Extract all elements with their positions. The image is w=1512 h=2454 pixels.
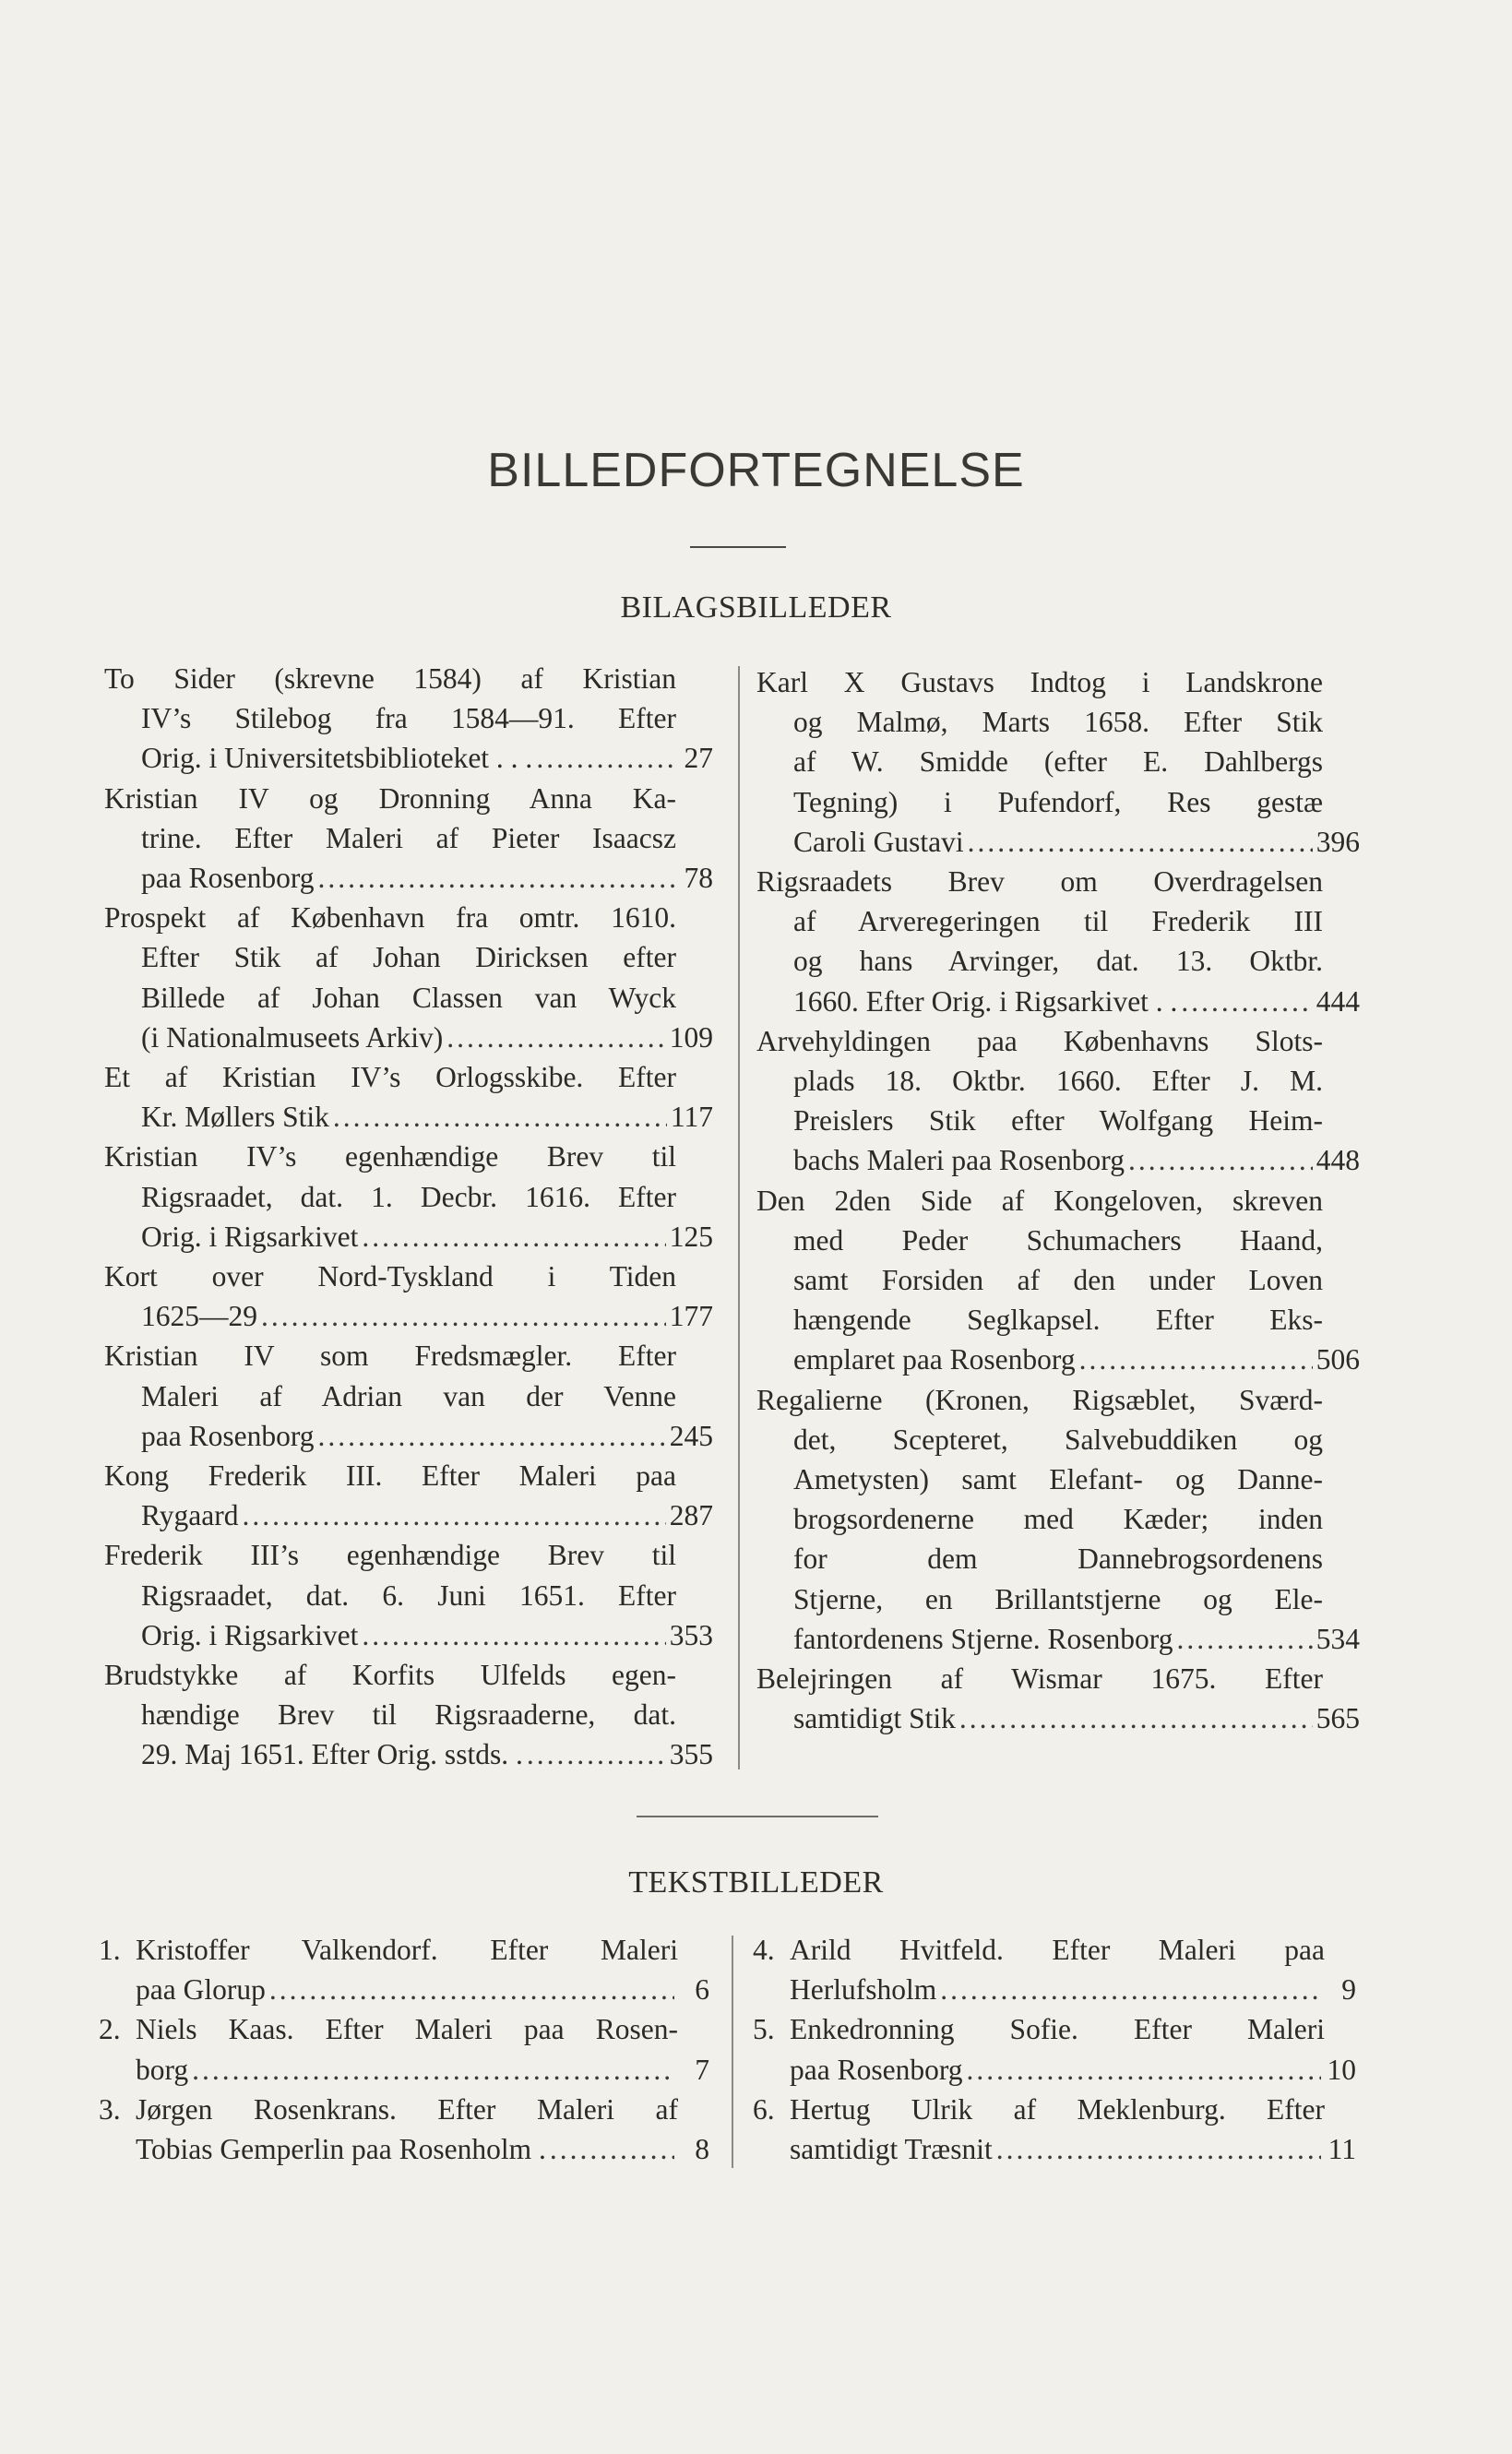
entry-line [756, 862, 1323, 901]
entry-line [104, 1057, 676, 1097]
entry-text: emplaret paa Rosenborg [793, 1343, 1076, 1376]
dot-leader [446, 1018, 666, 1057]
column-divider [732, 1936, 733, 2168]
page-number: 355 [669, 1738, 713, 1771]
entry-text: Regalierne (Kronen, Rigsæblet, Sværd- [756, 1383, 1323, 1416]
entry-line [756, 941, 1323, 981]
index-entry [104, 1336, 713, 1456]
entry-text: og hans Arvinger, dat. 13. Oktbr. [793, 945, 1323, 978]
entry-text: Rigsraadet, dat. 1. Decbr. 1616. Efter [141, 1180, 676, 1213]
entry-line [756, 1459, 1323, 1499]
entry-number: 1. [99, 1934, 121, 1966]
entry-text: hængende Seglkapsel. Efter Eks- [793, 1304, 1323, 1337]
dot-leader [1176, 1619, 1312, 1659]
entry-text: Kort over Nord-Tyskland i Tiden [104, 1260, 676, 1293]
entry-text: hændige Brev til Rigsraaderne, dat. [141, 1698, 676, 1732]
entry-line [756, 1380, 1323, 1420]
entry-line [104, 1296, 713, 1336]
entry-number: 4. [753, 1934, 775, 1966]
entry-text: Kr. Møllers Stik [141, 1101, 329, 1134]
page-number: 177 [669, 1300, 713, 1333]
entry-text: Herlufsholm [790, 1973, 937, 2007]
dot-leader [333, 1097, 667, 1137]
dot-leader [550, 2129, 674, 2169]
entry-text: for dem Dannebrogsordenens [793, 1543, 1323, 1576]
page-number: 7 [695, 2053, 709, 2086]
entry-line [99, 2129, 709, 2169]
entry-line [756, 901, 1323, 941]
dot-leader [1079, 1340, 1313, 1379]
index-entry [104, 1456, 713, 1535]
section-title-bilagsbilleder: BILAGSBILLEDER [620, 590, 892, 625]
page-number: 565 [1316, 1702, 1360, 1735]
dot-leader [1181, 982, 1312, 1021]
dot-leader [362, 1217, 665, 1257]
entry-line [104, 978, 676, 1018]
entry-text: det, Scepteret, Salvebuddiken og [793, 1423, 1323, 1456]
entry-number: 2. [99, 2013, 121, 2046]
entry-line [99, 2009, 709, 2049]
entry-line [104, 898, 676, 937]
entry-line [99, 1970, 709, 2009]
entry-line [104, 1097, 713, 1137]
entry-line [104, 659, 676, 698]
entry-line [104, 1376, 676, 1416]
entry-line [104, 937, 676, 977]
entry-text: Rigsraadets Brev om Overdragelsen [756, 865, 1323, 899]
page-number: 10 [1327, 2053, 1356, 2086]
entry-text: samtidigt Stik [793, 1702, 956, 1735]
dot-leader [968, 822, 1313, 862]
entry-text: Orig. i Universitetsbiblioteket . . . [141, 742, 533, 775]
entry-line [104, 1655, 676, 1695]
entry-line [756, 782, 1323, 822]
index-entry [104, 898, 713, 1057]
index-entry [753, 2090, 1356, 2169]
page-number: 6 [695, 1973, 709, 2007]
dot-leader [261, 1296, 666, 1336]
dot-leader [536, 738, 678, 778]
entry-text: Kristian IV’s egenhændige Brev til [104, 1140, 676, 1173]
entry-line [104, 779, 676, 818]
entry-text: 29. Maj 1651. Efter Orig. sstds. . [141, 1738, 523, 1771]
entry-text: Efter Stik af Johan Diricksen efter [141, 941, 676, 974]
entry-number: 6. [753, 2092, 775, 2126]
index-entry [99, 1930, 709, 2009]
entry-text: plads 18. Oktbr. 1660. Efter J. M. [793, 1065, 1323, 1098]
index-entry [99, 2090, 709, 2169]
page-number: 353 [669, 1618, 713, 1651]
entry-line [104, 1535, 676, 1575]
index-entry [756, 662, 1360, 862]
entry-text: Belejringen af Wismar 1675. Efter [756, 1662, 1323, 1696]
section-title-tekstbilleder: TEKSTBILLEDER [628, 1865, 884, 1900]
entry-line [756, 1340, 1360, 1379]
entry-text: 1660. Efter Orig. i Rigsarkivet . . [793, 984, 1178, 1018]
entry-text: Frederik III’s egenhændige Brev til [104, 1539, 676, 1572]
entry-text: Arild Hvitfeld. Efter Maleri paa [790, 1934, 1325, 1966]
index-entry [753, 2009, 1356, 2089]
entry-text: Billede af Johan Classen van Wyck [141, 981, 676, 1014]
dot-leader [967, 2050, 1321, 2090]
entry-line [756, 1300, 1323, 1340]
entry-line [756, 702, 1323, 742]
entry-line [756, 1181, 1323, 1221]
entry-text: Rygaard [141, 1499, 239, 1532]
entry-text: Ametysten) samt Elefant- og Danne- [793, 1463, 1323, 1496]
entry-line [753, 2129, 1356, 2169]
page-number: 444 [1316, 984, 1360, 1018]
page-number: 396 [1316, 825, 1360, 858]
index-entry [104, 779, 713, 899]
entry-text: Kristoffer Valkendorf. Efter Maleri [136, 1934, 678, 1966]
entry-number: 3. [99, 2092, 121, 2126]
entry-text: af Arveregeringen til Frederik III [793, 905, 1323, 938]
entry-line [756, 1420, 1323, 1459]
entry-line [756, 1698, 1360, 1738]
entry-line [104, 738, 713, 778]
entry-text: (i Nationalmuseets Arkiv) [141, 1020, 444, 1054]
title-rule [690, 546, 786, 548]
column-divider [738, 666, 740, 1769]
page-number: 448 [1316, 1144, 1360, 1177]
page-number: 245 [669, 1419, 713, 1452]
entry-text: 1625—29 [141, 1300, 257, 1333]
entry-text: bachs Maleri paa Rosenborg [793, 1144, 1125, 1177]
entry-line [756, 1659, 1323, 1698]
entry-text: Karl X Gustavs Indtog i Landskrone [756, 666, 1323, 698]
entry-text: Brudstykke af Korfits Ulfelds egen- [104, 1659, 676, 1692]
entry-line [753, 1930, 1356, 1970]
entry-line [756, 1499, 1323, 1539]
entry-line [753, 2050, 1356, 2090]
entry-line [756, 742, 1323, 781]
entry-text: Kristian IV som Fredsmægler. Efter [104, 1340, 676, 1373]
entry-line [104, 1456, 676, 1495]
entry-line [756, 822, 1360, 862]
entry-line [104, 1336, 676, 1376]
dot-leader [1128, 1140, 1313, 1180]
entry-text: Maleri af Adrian van der Venne [141, 1379, 676, 1412]
entry-line [756, 662, 1323, 702]
entry-text: brogsordenerne med Kæder; inden [793, 1503, 1323, 1536]
entry-text: samtidigt Træsnit [790, 2133, 993, 2166]
entry-text: Caroli Gustavi [793, 825, 964, 858]
page-title: BILLEDFORTEGNELSE [487, 444, 1025, 497]
entry-text: paa Rosenborg [141, 1419, 315, 1452]
index-entry [104, 1137, 713, 1257]
entry-line [104, 698, 676, 738]
entry-text: Et af Kristian IV’s Orlogsskibe. Efter [104, 1061, 676, 1094]
page-number: 11 [1327, 2133, 1356, 2166]
index-entry [756, 862, 1360, 1021]
index-entry [99, 2009, 709, 2089]
page-number: 9 [1341, 1973, 1356, 2007]
entry-line [756, 1061, 1323, 1101]
entry-text: Orig. i Rigsarkivet [141, 1618, 359, 1651]
entry-line [104, 1018, 713, 1057]
page-number: 506 [1316, 1343, 1360, 1376]
entry-line [753, 1970, 1356, 2009]
entry-line [756, 982, 1360, 1021]
dot-leader [996, 2129, 1321, 2169]
entry-line [104, 1734, 713, 1774]
entry-text: af W. Smidde (efter E. Dahlbergs [793, 745, 1323, 779]
index-entry [756, 1380, 1360, 1659]
entry-line [104, 1177, 676, 1217]
entry-text: fantordenens Stjerne. Rosenborg [793, 1622, 1173, 1655]
entry-text: Prospekt af København fra omtr. 1610. [104, 901, 676, 935]
entry-text: paa Rosenborg [790, 2053, 963, 2086]
dot-leader [318, 858, 678, 898]
page-number: 109 [669, 1020, 713, 1054]
entry-text: samt Forsiden af den under Loven [793, 1264, 1323, 1297]
dot-leader [269, 1970, 674, 2009]
entry-text: Tobias Gemperlin paa Rosenholm . [136, 2133, 546, 2166]
entry-text: Stjerne, en Brillantstjerne og Ele- [793, 1582, 1323, 1615]
section-rule [637, 1816, 878, 1817]
entry-text: Hertug Ulrik af Meklenburg. Efter [790, 2092, 1325, 2126]
entry-text: paa Rosenborg [141, 862, 315, 895]
entry-text: Preislers Stik efter Wolfgang Heim- [793, 1104, 1323, 1138]
page-number: 534 [1316, 1622, 1360, 1655]
entry-text: Arvehyldingen paa Københavns Slots- [756, 1024, 1323, 1057]
entry-line [99, 1930, 709, 1970]
entry-text: Rigsraadet, dat. 6. Juni 1651. Efter [141, 1578, 676, 1612]
entry-line [756, 1619, 1360, 1659]
entry-line [756, 1579, 1323, 1619]
entry-line [99, 2090, 709, 2129]
index-entry [104, 1535, 713, 1655]
entry-line [756, 1101, 1323, 1140]
entry-line [104, 1495, 713, 1535]
entry-line [104, 818, 676, 858]
dot-leader [242, 1495, 665, 1535]
dot-leader [318, 1416, 666, 1456]
page-number: 287 [669, 1499, 713, 1532]
entry-text: Kristian IV og Dronning Anna Ka- [104, 781, 676, 815]
index-entry [104, 1057, 713, 1137]
entry-text: IV’s Stilebog fra 1584—91. Efter [141, 702, 676, 735]
entry-line [756, 1140, 1360, 1180]
dot-leader [192, 2050, 674, 2090]
entry-text: paa Glorup [136, 1973, 266, 2007]
entry-line [753, 2009, 1356, 2049]
page-number: 117 [670, 1101, 713, 1134]
index-entry [104, 659, 713, 779]
entry-text: Kong Frederik III. Efter Maleri paa [104, 1459, 676, 1493]
entry-line [756, 1539, 1323, 1578]
entry-text: Tegning) i Pufendorf, Res gestæ [793, 785, 1323, 818]
dot-leader [940, 1970, 1321, 2009]
entry-text: med Peder Schumachers Haand, [793, 1223, 1323, 1257]
bilag-right-column [756, 662, 1360, 1738]
page-number: 27 [684, 742, 713, 775]
page-number: 8 [695, 2133, 709, 2166]
entry-line [104, 1416, 713, 1456]
entry-line [104, 1217, 713, 1257]
entry-text: Orig. i Rigsarkivet [141, 1220, 359, 1253]
index-entry [756, 1659, 1360, 1738]
entry-text: borg [136, 2053, 189, 2086]
entry-text: To Sider (skrevne 1584) af Kristian [104, 662, 676, 695]
entry-number: 5. [753, 2013, 775, 2046]
entry-text: trine. Efter Maleri af Pieter Isaacsz [141, 821, 676, 854]
entry-text: Jørgen Rosenkrans. Efter Maleri af [136, 2092, 678, 2126]
entry-text: Enkedronning Sofie. Efter Maleri [790, 2013, 1325, 2046]
dot-leader [362, 1615, 665, 1655]
index-entry [104, 1257, 713, 1336]
tekst-right-column [753, 1930, 1356, 2169]
entry-text: og Malmø, Marts 1658. Efter Stik [793, 706, 1323, 739]
entry-line [104, 1695, 676, 1734]
entry-line [104, 1576, 676, 1615]
page-number: 125 [669, 1220, 713, 1253]
bilag-left-column [104, 659, 713, 1775]
index-entry [756, 1181, 1360, 1380]
page-number: 78 [684, 862, 713, 895]
entry-line [756, 1221, 1323, 1260]
index-entry [104, 1655, 713, 1775]
dot-leader [959, 1698, 1313, 1738]
index-entry [753, 1930, 1356, 2009]
entry-line [756, 1021, 1323, 1061]
entry-line [104, 1615, 713, 1655]
entry-line [99, 2050, 709, 2090]
entry-text: Den 2den Side af Kongeloven, skreven [756, 1184, 1323, 1217]
entry-text: Niels Kaas. Efter Maleri paa Rosen- [136, 2013, 678, 2046]
entry-line [104, 1257, 676, 1296]
entry-line [104, 858, 713, 898]
index-entry [756, 1021, 1360, 1181]
dot-leader [527, 1734, 666, 1774]
entry-line [104, 1137, 676, 1176]
tekst-left-column [99, 1930, 709, 2169]
entry-line [753, 2090, 1356, 2129]
entry-line [756, 1260, 1323, 1300]
